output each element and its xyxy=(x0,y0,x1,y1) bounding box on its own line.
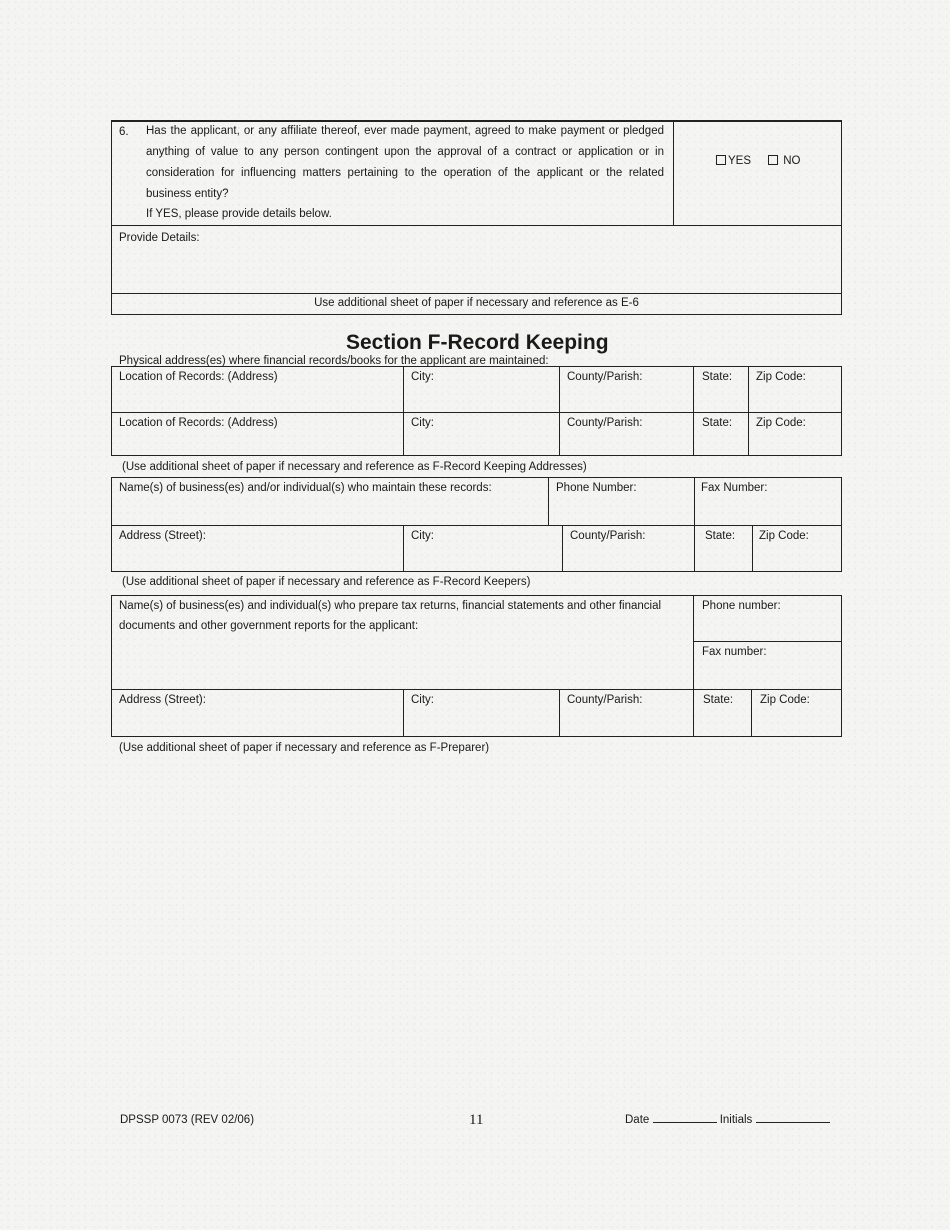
keepers-col-rule xyxy=(403,525,404,572)
no-checkbox[interactable] xyxy=(768,155,778,165)
location-2-state-label: State: xyxy=(702,417,733,429)
keepers-col-rule xyxy=(752,525,753,572)
date-blank[interactable] xyxy=(653,1111,717,1123)
keepers-zip-label: Zip Code: xyxy=(759,530,809,542)
date-field xyxy=(625,1111,830,1126)
location-1-state-label: State: xyxy=(702,371,733,383)
q6-yes-option[interactable] xyxy=(716,154,751,168)
preparers-state-label: State: xyxy=(703,694,734,706)
preparers-phone-label: Phone number: xyxy=(702,600,781,612)
date-label: Date xyxy=(625,1114,650,1126)
location-2-address-label: Location of Records: (Address) xyxy=(119,417,278,429)
preparers-phone-fax-rule xyxy=(693,641,842,642)
location-1-zip-label: Zip Code: xyxy=(756,371,806,383)
no-label: NO xyxy=(783,155,801,167)
locations-col-rule xyxy=(559,366,560,456)
q6-followup: If YES, please provide details below. xyxy=(146,208,332,220)
q6-question-text: Has the applicant, or any affiliate thereof, ever made payment, agreed to make payment or pledged anything of value to any person contingent upon the approval of a contract or application or in consideration for influencing matters pertaining to the operation of the applicant or the related business entity? xyxy=(146,125,664,200)
keepers-county-label: County/Parish: xyxy=(570,530,646,542)
preparers-name-label-1: Name(s) of business(es) and individual(s) who prepare tax returns, financial statements and other financial xyxy=(119,600,662,612)
q6-note-rule xyxy=(111,293,842,294)
keepers-col-rule xyxy=(562,525,563,572)
page-number: 11 xyxy=(469,1112,484,1128)
keepers-note: (Use additional sheet of paper if necessary and reference as F-Record Keepers) xyxy=(122,576,531,588)
e6-note: Use additional sheet of paper if necessary and reference as E-6 xyxy=(314,297,639,309)
keepers-address-label: Address (Street): xyxy=(119,530,206,542)
q6-divider xyxy=(673,121,674,225)
preparers-row-rule xyxy=(111,689,842,690)
keepers-col-rule xyxy=(548,477,549,525)
yes-label: YES xyxy=(728,155,752,167)
location-1-city-label: City: xyxy=(411,371,434,383)
yes-checkbox[interactable] xyxy=(716,155,726,165)
locations-col-rule xyxy=(403,366,404,456)
q6-number: 6. xyxy=(119,126,129,138)
preparers-fax-label: Fax number: xyxy=(702,646,767,658)
locations-row-rule xyxy=(111,412,842,413)
section-f-intro: Physical address(es) where financial records/books for the applicant are maintained: xyxy=(119,355,549,367)
preparers-col-rule xyxy=(559,689,560,737)
preparers-city-label: City: xyxy=(411,694,434,706)
locations-col-rule xyxy=(748,366,749,456)
location-1-address-label: Location of Records: (Address) xyxy=(119,371,278,383)
details-field[interactable] xyxy=(112,245,841,292)
keepers-row-rule xyxy=(111,525,842,526)
location-2-county-label: County/Parish: xyxy=(567,417,643,429)
location-2-city-label: City: xyxy=(411,417,434,429)
preparers-col-rule xyxy=(403,689,404,737)
details-label: Provide Details: xyxy=(119,232,200,244)
preparers-zip-label: Zip Code: xyxy=(760,694,810,706)
section-f-title: Section F-Record Keeping xyxy=(346,331,609,354)
locations-note: (Use additional sheet of paper if necessary and reference as F-Record Keeping Addresses) xyxy=(122,461,587,473)
keepers-name-label: Name(s) of business(es) and/or individual(s) who maintain these records: xyxy=(119,482,492,494)
initials-label: Initials xyxy=(719,1114,753,1126)
keepers-city-label: City: xyxy=(411,530,434,542)
preparers-address-label: Address (Street): xyxy=(119,694,206,706)
location-1-county-label: County/Parish: xyxy=(567,371,643,383)
q6-rule xyxy=(111,225,842,226)
preparers-county-label: County/Parish: xyxy=(567,694,643,706)
preparers-name-label-2: documents and other government reports for the applicant: xyxy=(119,620,419,632)
preparers-note: (Use additional sheet of paper if necessary and reference as F-Preparer) xyxy=(119,742,490,754)
initials-blank[interactable] xyxy=(756,1111,830,1123)
keepers-state-label: State: xyxy=(705,530,736,542)
keepers-phone-label: Phone Number: xyxy=(556,482,637,494)
keepers-col-rule xyxy=(694,477,695,572)
q6-no-option[interactable] xyxy=(768,154,800,168)
preparers-col-rule xyxy=(751,689,752,737)
preparers-table xyxy=(111,595,842,737)
location-2-zip-label: Zip Code: xyxy=(756,417,806,429)
keepers-fax-label: Fax Number: xyxy=(701,482,768,494)
locations-col-rule xyxy=(693,366,694,456)
form-id: DPSSP 0073 (REV 02/06) xyxy=(120,1114,255,1126)
preparers-col-rule xyxy=(693,595,694,737)
